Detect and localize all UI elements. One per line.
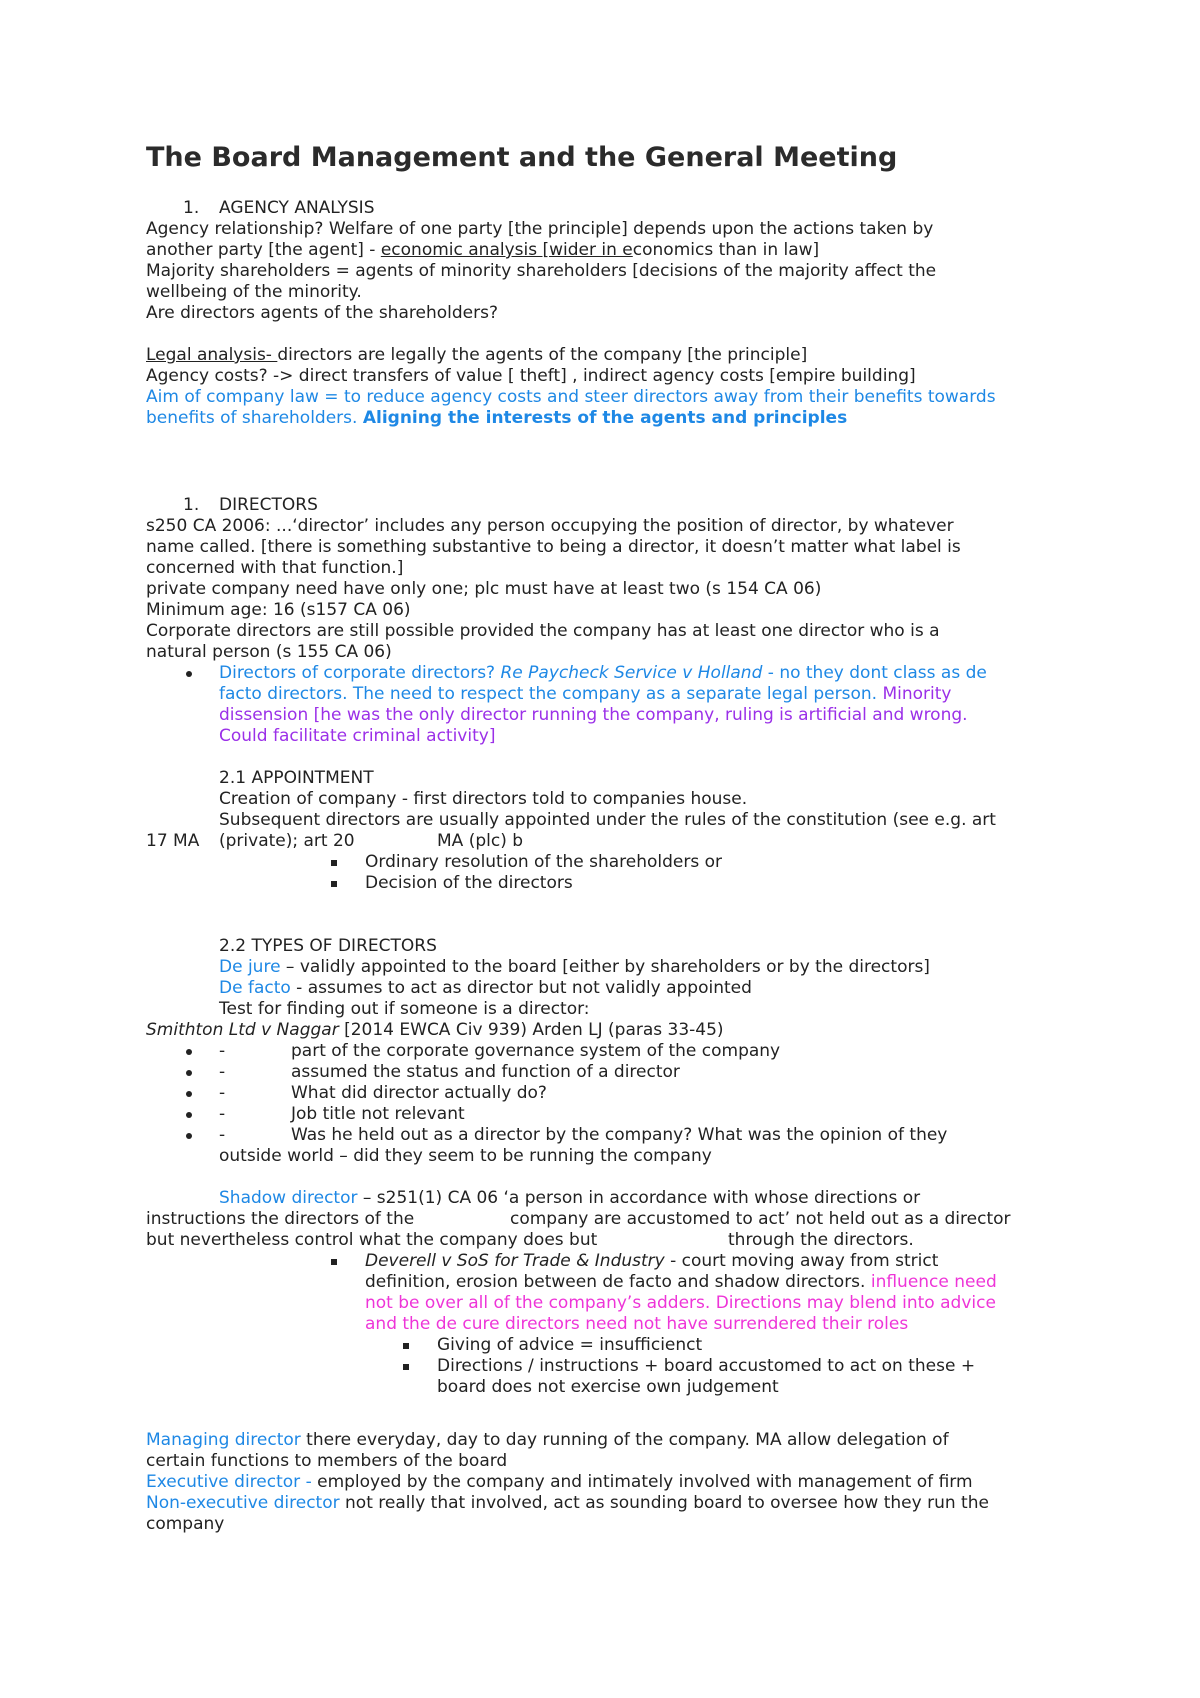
section-heading-directors: DIRECTORS [219, 495, 318, 515]
highlight-line: Aim of company law = to reduce agency costs and steer directors away from their benefits towards [146, 387, 996, 407]
bullet-text: Giving of advice = insufficienct [437, 1335, 703, 1355]
text-line: through the directors. [728, 1230, 914, 1250]
text-line: natural person (s 155 CA 06) [146, 642, 392, 662]
page-title: The Board Management and the General Meeting [146, 142, 898, 173]
highlight-line: benefits of shareholders. Aligning the interests of the agents and principles [146, 408, 848, 428]
bullet-text: Ordinary resolution of the shareholders or [365, 852, 723, 872]
square-bullet-icon [331, 881, 337, 887]
bullet-text: What did director actually do? [291, 1083, 547, 1103]
text-line: Smithton Ltd v Naggar [2014 EWCA Civ 939) Arden LJ (paras 33-45) [146, 1020, 724, 1040]
bullet-text: definition, erosion between de facto and shadow directors. influence need [365, 1272, 997, 1292]
bullet-text: and the de cure directors need not have surrendered their roles [365, 1314, 909, 1334]
bullet-icon [186, 1070, 192, 1076]
list-number: 1. [183, 198, 200, 218]
text-line: Corporate directors are still possible provided the company has at least one director who is a [146, 621, 940, 641]
dash: - [219, 1104, 226, 1124]
text-line: Managing director there everyday, day to day running of the company. MA allow delegation of [146, 1430, 949, 1450]
text-line: s250 CA 2006: ...‘director’ includes any person occupying the position of director, by whatever [146, 516, 954, 536]
square-bullet-icon [331, 860, 337, 866]
text-line: concerned with that function.] [146, 558, 404, 578]
text-line: Executive director - employed by the company and intimately involved with management of firm [146, 1472, 973, 1492]
bullet-text: dissension [he was the only director running the company, ruling is artificial and wrong. [219, 705, 968, 725]
text-line: (private); art 20 [219, 831, 355, 851]
text-line: but nevertheless control what the company does but [146, 1230, 598, 1250]
text-line: MA (plc) b [437, 831, 524, 851]
bullet-text: Could facilitate criminal activity] [219, 726, 496, 746]
bullet-text: facto directors. The need to respect the company as a separate legal person. Minority [219, 684, 952, 704]
text-line: company [146, 1514, 225, 1534]
square-bullet-icon [403, 1364, 409, 1370]
bullet-icon [186, 1133, 192, 1139]
text-line: private company need have only one; plc must have at least two (s 154 CA 06) [146, 579, 822, 599]
text-line: Subsequent directors are usually appointed under the rules of the constitution (see e.g. art [219, 810, 996, 830]
dash: - [219, 1041, 226, 1061]
bullet-icon [186, 1112, 192, 1118]
text-line: Non-executive director not really that involved, act as sounding board to oversee how they run the [146, 1493, 989, 1513]
bullet-text: Decision of the directors [365, 873, 573, 893]
square-bullet-icon [331, 1259, 337, 1265]
bullet-icon [186, 671, 192, 677]
subsection-heading-appointment: 2.1 APPOINTMENT [219, 768, 374, 788]
text-line: Shadow director – s251(1) CA 06 ‘a person in accordance with whose directions or [219, 1188, 921, 1208]
bullet-text: outside world – did they seem to be running the company [219, 1146, 712, 1166]
text-line: another party [the agent] - economic analysis [wider in economics than in law] [146, 240, 820, 260]
bullet-text: Was he held out as a director by the company? What was the opinion of they [291, 1125, 948, 1145]
bullet-text: part of the corporate governance system of the company [291, 1041, 781, 1061]
bullet-icon [186, 1091, 192, 1097]
text-line: De jure – validly appointed to the board [either by shareholders or by the directors] [219, 957, 930, 977]
bullet-text: Job title not relevant [291, 1104, 465, 1124]
text-line: name called. [there is something substantive to being a director, it doesn’t matter what label is [146, 537, 961, 557]
subsection-heading-types: 2.2 TYPES OF DIRECTORS [219, 936, 437, 956]
text-line: Minimum age: 16 (s157 CA 06) [146, 600, 411, 620]
text-line: certain functions to members of the board [146, 1451, 508, 1471]
bullet-text: board does not exercise own judgement [437, 1377, 779, 1397]
bullet-text: assumed the status and function of a director [291, 1062, 680, 1082]
text-line: company are accustomed to act’ not held out as a director [510, 1209, 1011, 1229]
bullet-icon [186, 1049, 192, 1055]
text-line: Are directors agents of the shareholders? [146, 303, 498, 323]
bullet-text: Directions / instructions + board accustomed to act on these + [437, 1356, 976, 1376]
text-line: Legal analysis- directors are legally the agents of the company [the principle] [146, 345, 808, 365]
text-line: De facto - assumes to act as director but not validly appointed [219, 978, 752, 998]
list-number: 1. [183, 495, 200, 515]
dash: - [219, 1083, 226, 1103]
text-line: Creation of company - first directors told to companies house. [219, 789, 748, 809]
text-line: instructions the directors of the [146, 1209, 415, 1229]
dash: - [219, 1125, 226, 1145]
bullet-text: not be over all of the company’s adders. Directions may blend into advice [365, 1293, 996, 1313]
text-line: Agency relationship? Welfare of one party [the principle] depends upon the actions taken by [146, 219, 934, 239]
section-heading-agency: AGENCY ANALYSIS [219, 198, 375, 218]
text-line: wellbeing of the minority. [146, 282, 362, 302]
text-line: Agency costs? -> direct transfers of value [ theft] , indirect agency costs [empire building] [146, 366, 916, 386]
text-line: Test for finding out if someone is a director: [219, 999, 590, 1019]
text-line: 17 MA [146, 831, 200, 851]
bullet-text: Deverell v SoS for Trade & Industry - court moving away from strict [365, 1251, 939, 1271]
bullet-text: Directors of corporate directors? Re Paycheck Service v Holland - no they dont class as de [219, 663, 987, 683]
square-bullet-icon [403, 1343, 409, 1349]
dash: - [219, 1062, 226, 1082]
text-line: Majority shareholders = agents of minority shareholders [decisions of the majority affect the [146, 261, 937, 281]
